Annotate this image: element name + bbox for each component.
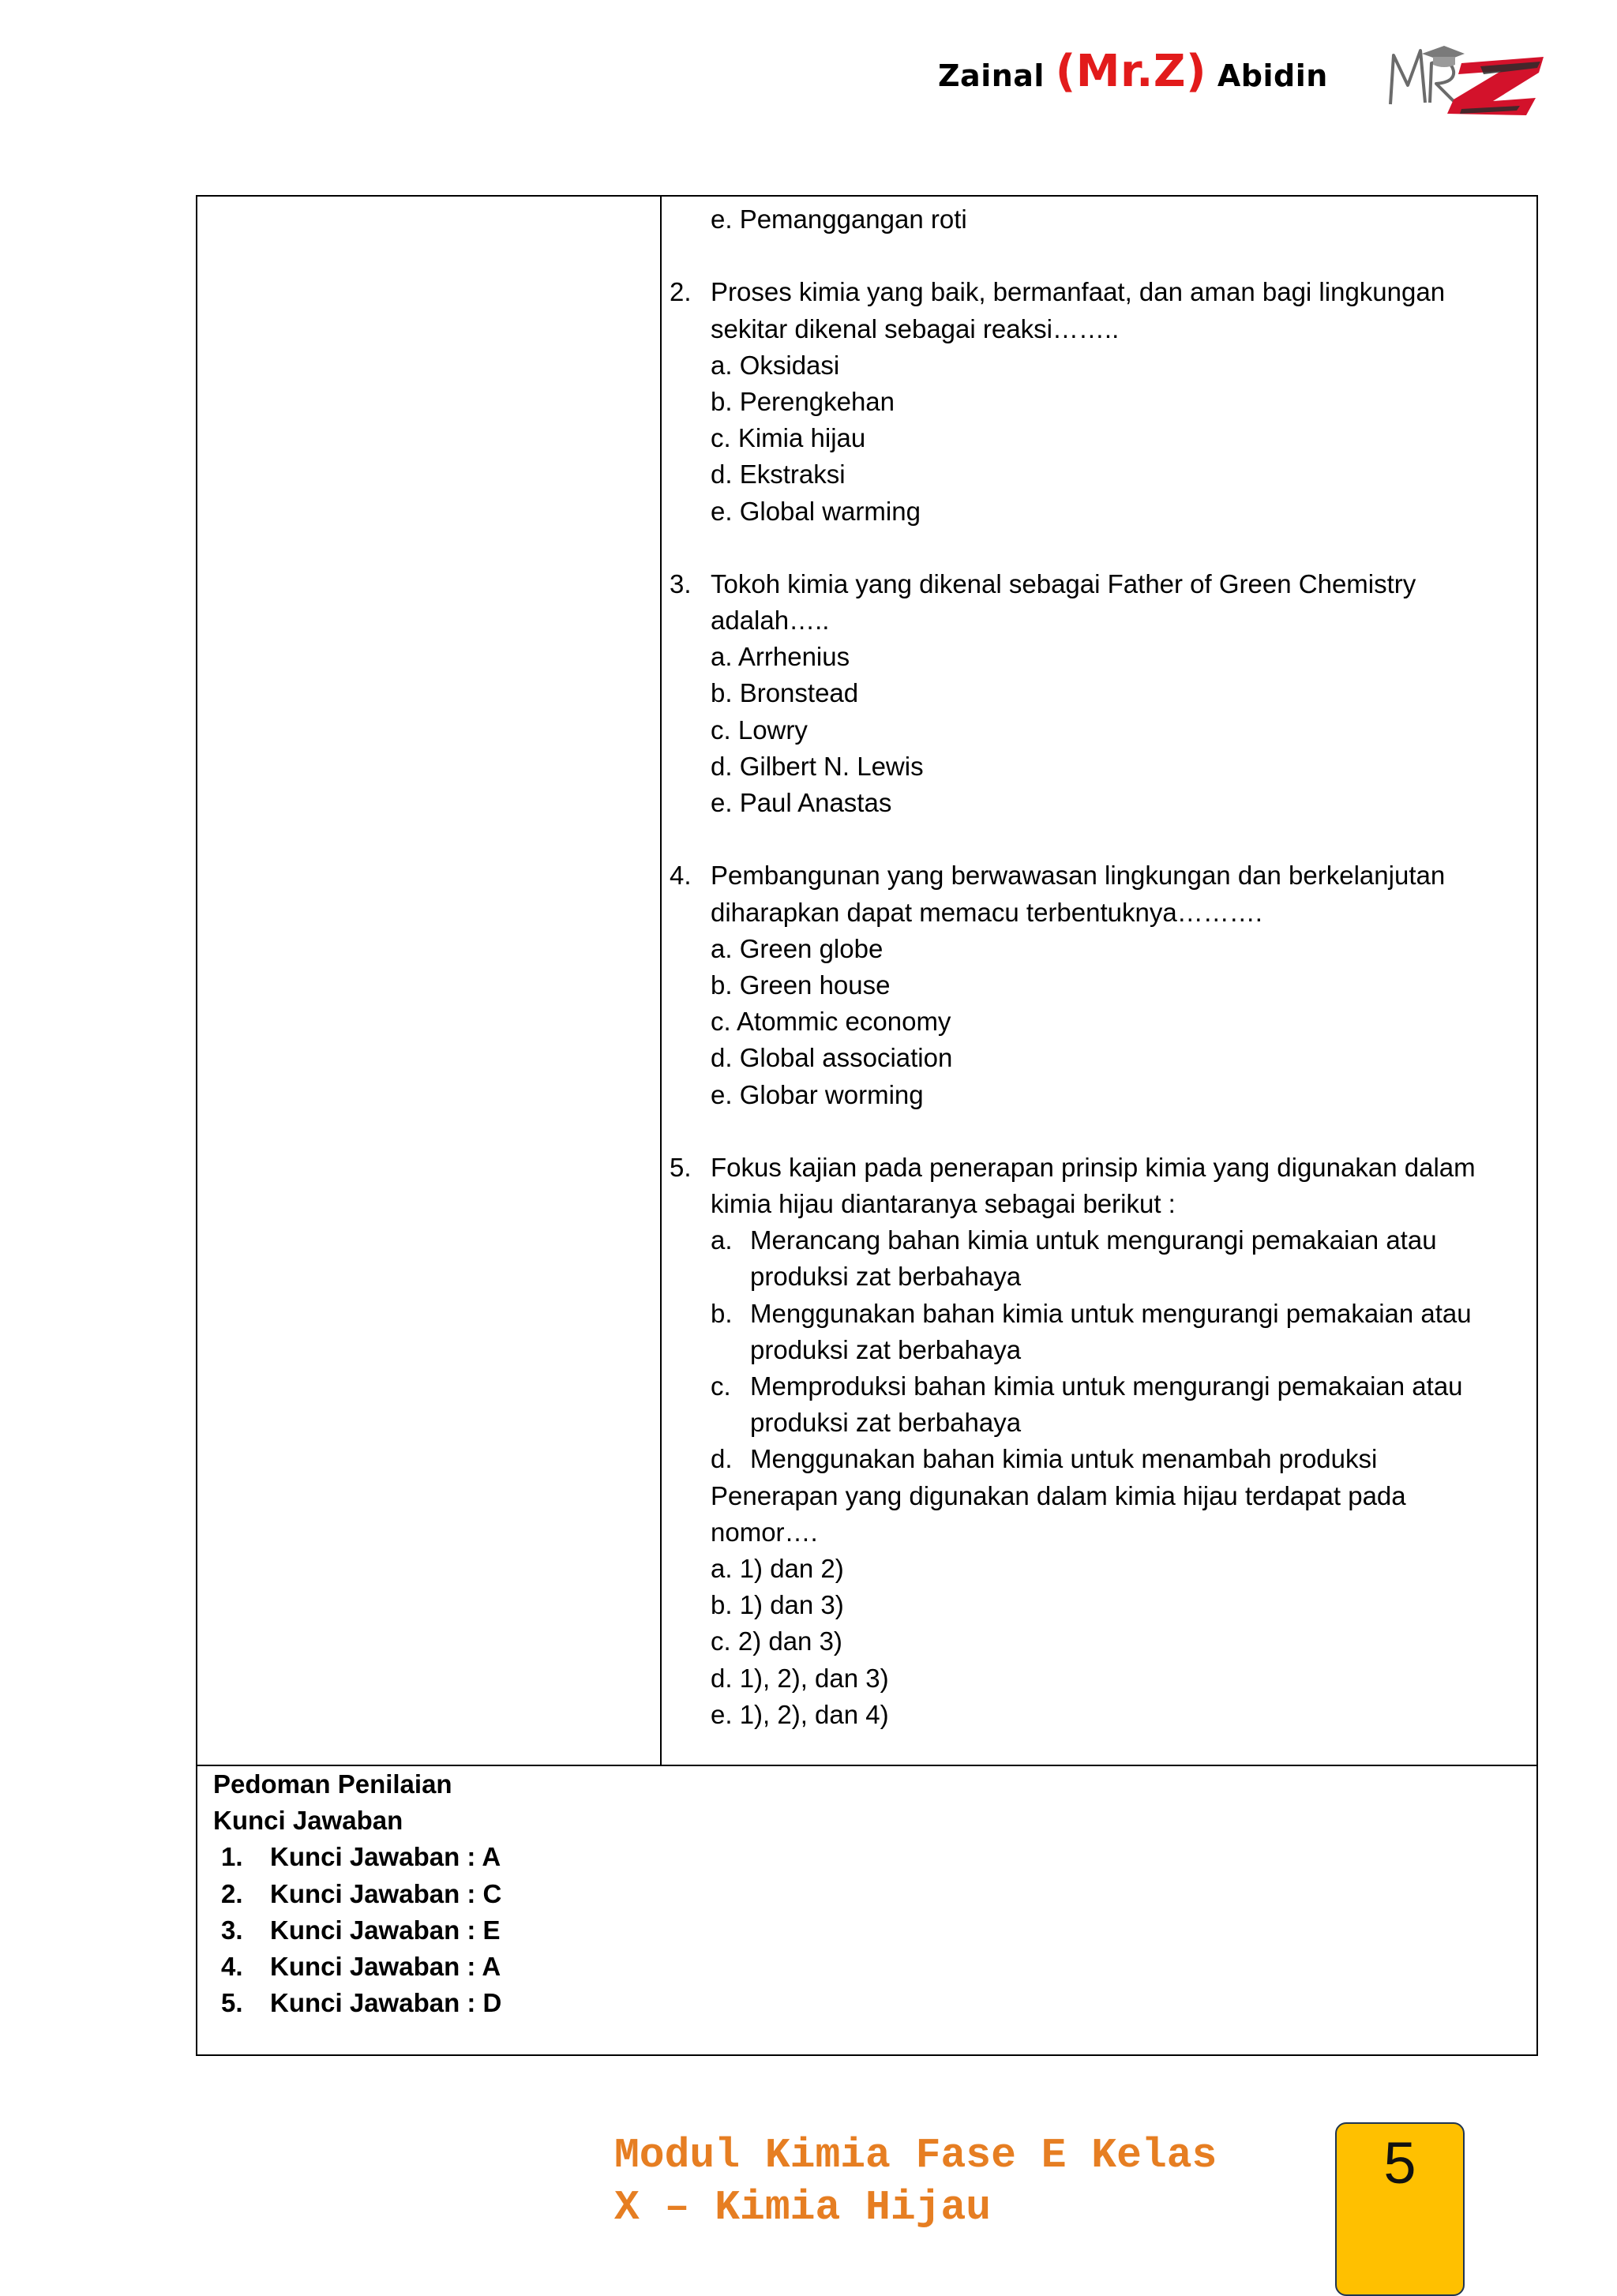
q3-option-b: b. Bronstead xyxy=(711,678,859,708)
q5-statement-c: c. Memproduksi bahan kimia untuk mengurangi pemakaian atau xyxy=(711,1371,1463,1401)
answer-key-item: 5. Kunci Jawaban : D xyxy=(221,1988,502,2018)
q4-option-b: b. Green house xyxy=(711,970,891,1000)
q5-option-d: d. 1), 2), dan 3) xyxy=(711,1663,889,1693)
q5-option-e: e. 1), 2), dan 4) xyxy=(711,1699,889,1729)
q2-stem: 2. Proses kimia yang baik, bermanfaat, dan aman bagi lingkungan xyxy=(670,277,1446,307)
mrz-logo xyxy=(1386,39,1551,117)
q4-option-e: e. Globar worming xyxy=(711,1079,924,1109)
q3-option-a: a. Arrhenius xyxy=(711,642,850,672)
q5-statement-a-cont: produksi zat berbahaya xyxy=(750,1262,1022,1292)
q5-statement-c-cont: produksi zat berbahaya xyxy=(750,1408,1022,1438)
q5-statement-a: a. Merancang bahan kimia untuk mengurangi pemakaian atau xyxy=(711,1225,1437,1255)
q2-option-d: d. Ekstraksi xyxy=(711,460,846,490)
column-divider xyxy=(660,197,662,1766)
question-cell xyxy=(663,201,1536,1733)
q2-option-c: c. Kimia hijau xyxy=(711,423,866,453)
question-table xyxy=(196,195,1538,2056)
q5-stem-cont: kimia hijau diantaranya sebagai berikut : xyxy=(711,1189,1176,1219)
q4-stem: 4. Pembangunan yang berwawasan lingkungan dan berkelanjutan xyxy=(670,861,1446,891)
q4-option-d: d. Global association xyxy=(711,1043,953,1073)
q5-option-a: a. 1) dan 2) xyxy=(711,1553,844,1583)
author-name xyxy=(938,46,1328,97)
q3-stem: 3. Tokoh kimia yang dikenal sebagai Father of Green Chemistry xyxy=(670,568,1416,598)
q5-question: Penerapan yang digunakan dalam kimia hijau terdapat pada xyxy=(711,1480,1406,1510)
answer-key-item: 2. Kunci Jawaban : C xyxy=(221,1878,502,1908)
answer-key-section xyxy=(213,1766,501,2021)
q5-option-b: b. 1) dan 3) xyxy=(711,1590,844,1620)
module-title xyxy=(614,2129,1325,2234)
author-nickname: (Mr.Z) xyxy=(1055,46,1207,97)
q5-statement-d: d. Menggunakan bahan kimia untuk menambah produksi xyxy=(711,1444,1378,1474)
q5-question-cont: nomor…. xyxy=(711,1517,818,1547)
module-title-line-1: Modul Kimia Fase E Kelas xyxy=(614,2132,1217,2179)
page-number: 5 xyxy=(1383,2130,1416,2196)
q4-option-a: a. Green globe xyxy=(711,933,884,963)
q5-statement-b-cont: produksi zat berbahaya xyxy=(750,1334,1022,1364)
q4-stem-cont: diharapkan dapat memacu terbentuknya………. xyxy=(711,897,1262,927)
q2-stem-cont: sekitar dikenal sebagai reaksi…….. xyxy=(711,313,1120,343)
q3-option-d: d. Gilbert N. Lewis xyxy=(711,751,924,781)
answer-key-item: 4. Kunci Jawaban : A xyxy=(221,1952,501,1982)
q5-option-c: c. 2) dan 3) xyxy=(711,1626,842,1656)
author-last-name: Abidin xyxy=(1217,58,1328,93)
answer-key-title: Kunci Jawaban xyxy=(213,1806,403,1836)
answer-key-item: 3. Kunci Jawaban : E xyxy=(221,1915,501,1945)
answer-key-item: 1. Kunci Jawaban : A xyxy=(221,1842,501,1872)
grading-title: Pedoman Penilaian xyxy=(213,1769,452,1799)
q2-option-e: e. Global warming xyxy=(711,496,921,526)
q3-option-e: e. Paul Anastas xyxy=(711,788,892,817)
module-title-line-2: X – Kimia Hijau xyxy=(614,2184,992,2231)
q5-stem: 5. Fokus kajian pada penerapan prinsip kimia yang digunakan dalam xyxy=(670,1152,1476,1182)
q2-option-a: a. Oksidasi xyxy=(711,350,840,380)
q3-stem-cont: adalah….. xyxy=(711,606,830,636)
author-first-name: Zainal xyxy=(938,58,1045,93)
q3-option-c: c. Lowry xyxy=(711,715,808,745)
q2-option-b: b. Perengkehan xyxy=(711,386,895,416)
q1-option-e: e. Pemanggangan roti xyxy=(711,204,967,234)
q4-option-c: c. Atommic economy xyxy=(711,1007,951,1037)
q5-statement-b: b. Menggunakan bahan kimia untuk mengurangi pemakaian atau xyxy=(711,1298,1472,1328)
page-number-box xyxy=(1335,2122,1465,2296)
